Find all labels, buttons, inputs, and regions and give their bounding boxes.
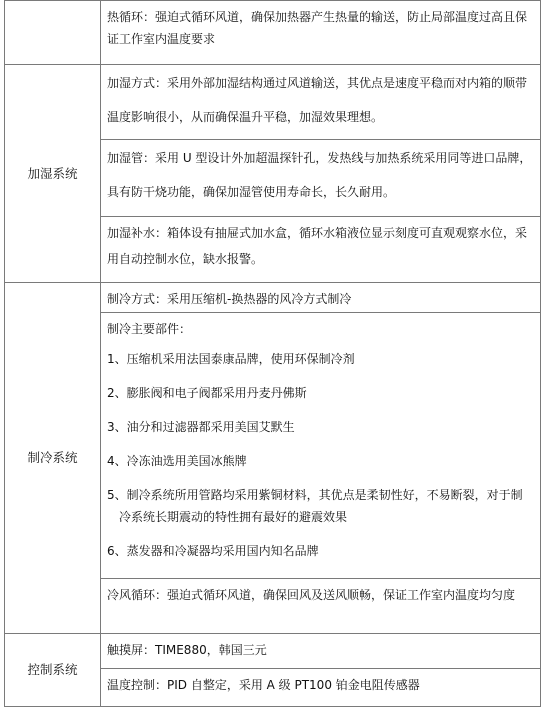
cooling-method-cell [101,283,541,313]
cooling-air-cycle-cell [101,579,541,634]
spec-table [4,0,541,707]
heat-cycle-cell [101,1,541,65]
humidify-method-cell [101,65,541,140]
cooling-part-item: 4、冷冻油选用美国冰熊牌 [107,454,247,468]
humidify-water-cell [101,217,541,283]
cooling-part-item: 5、制冷系统所用管路均采用紫铜材料，其优点是柔韧性好，不易断裂，对于制冷系统长期震动的特性拥有最好的避震效果 [107,488,523,524]
table-row [5,1,541,65]
table-row [5,65,541,140]
cooling-parts-cell [101,313,541,579]
humidify-method-text: 加湿方式：采用外部加湿结构通过风道输送，其优点是速度平稳而对内箱的顺带温度影响很小，从而确保温升平稳，加湿效果理想。 [107,76,528,124]
cooling-part-item: 1、压缩机采用法国泰康品牌，使用环保制冷剂 [107,352,355,366]
temp-control-cell [101,669,541,707]
cooling-part-item: 2、膨胀阀和电子阀都采用丹麦丹佛斯 [107,386,307,400]
category-cell-empty [5,1,101,65]
cooling-method-text: 制冷方式：采用压缩机-换热器的风冷方式制冷 [107,292,352,306]
cooling-part-item: 3、油分和过滤器都采用美国艾默生 [107,420,295,434]
category-cooling: 制冷系统 [5,283,101,634]
table-row [5,634,541,669]
table-row [5,283,541,313]
humidify-tube-cell [101,140,541,217]
humidify-water-text: 加湿补水：箱体设有抽屉式加水盒，循环水箱液位显示刻度可直观观察水位，采用自动控制水位，缺水报警。 [107,226,528,266]
touchscreen-text: 触摸屏：TIME880，韩国三元 [107,643,267,657]
cooling-air-cycle-text: 冷风循环：强迫式循环风道，确保回风及送风顺畅，保证工作室内温度均匀度 [107,588,516,602]
temp-control-text: 温度控制：PID 自整定，采用 A 级 PT100 铂金电阻传感器 [107,678,420,692]
cooling-part-item: 6、蒸发器和冷凝器均采用国内知名品牌 [107,544,319,558]
humidify-tube-text: 加湿管：采用 U 型设计外加超温探针孔，发热线与加热系统采用同等进口品牌，具有防干烧功能，确保加湿管使用寿命长，长久耐用。 [107,151,532,199]
category-control: 控制系统 [5,634,101,707]
touchscreen-cell [101,634,541,669]
cooling-parts-title: 制冷主要部件： [107,322,192,336]
category-humidify: 加湿系统 [5,65,101,283]
heat-cycle-text: 热循环：强迫式循环风道，确保加热器产生热量的输送，防止局部温度过高且保证工作室内温度要求 [107,10,528,46]
